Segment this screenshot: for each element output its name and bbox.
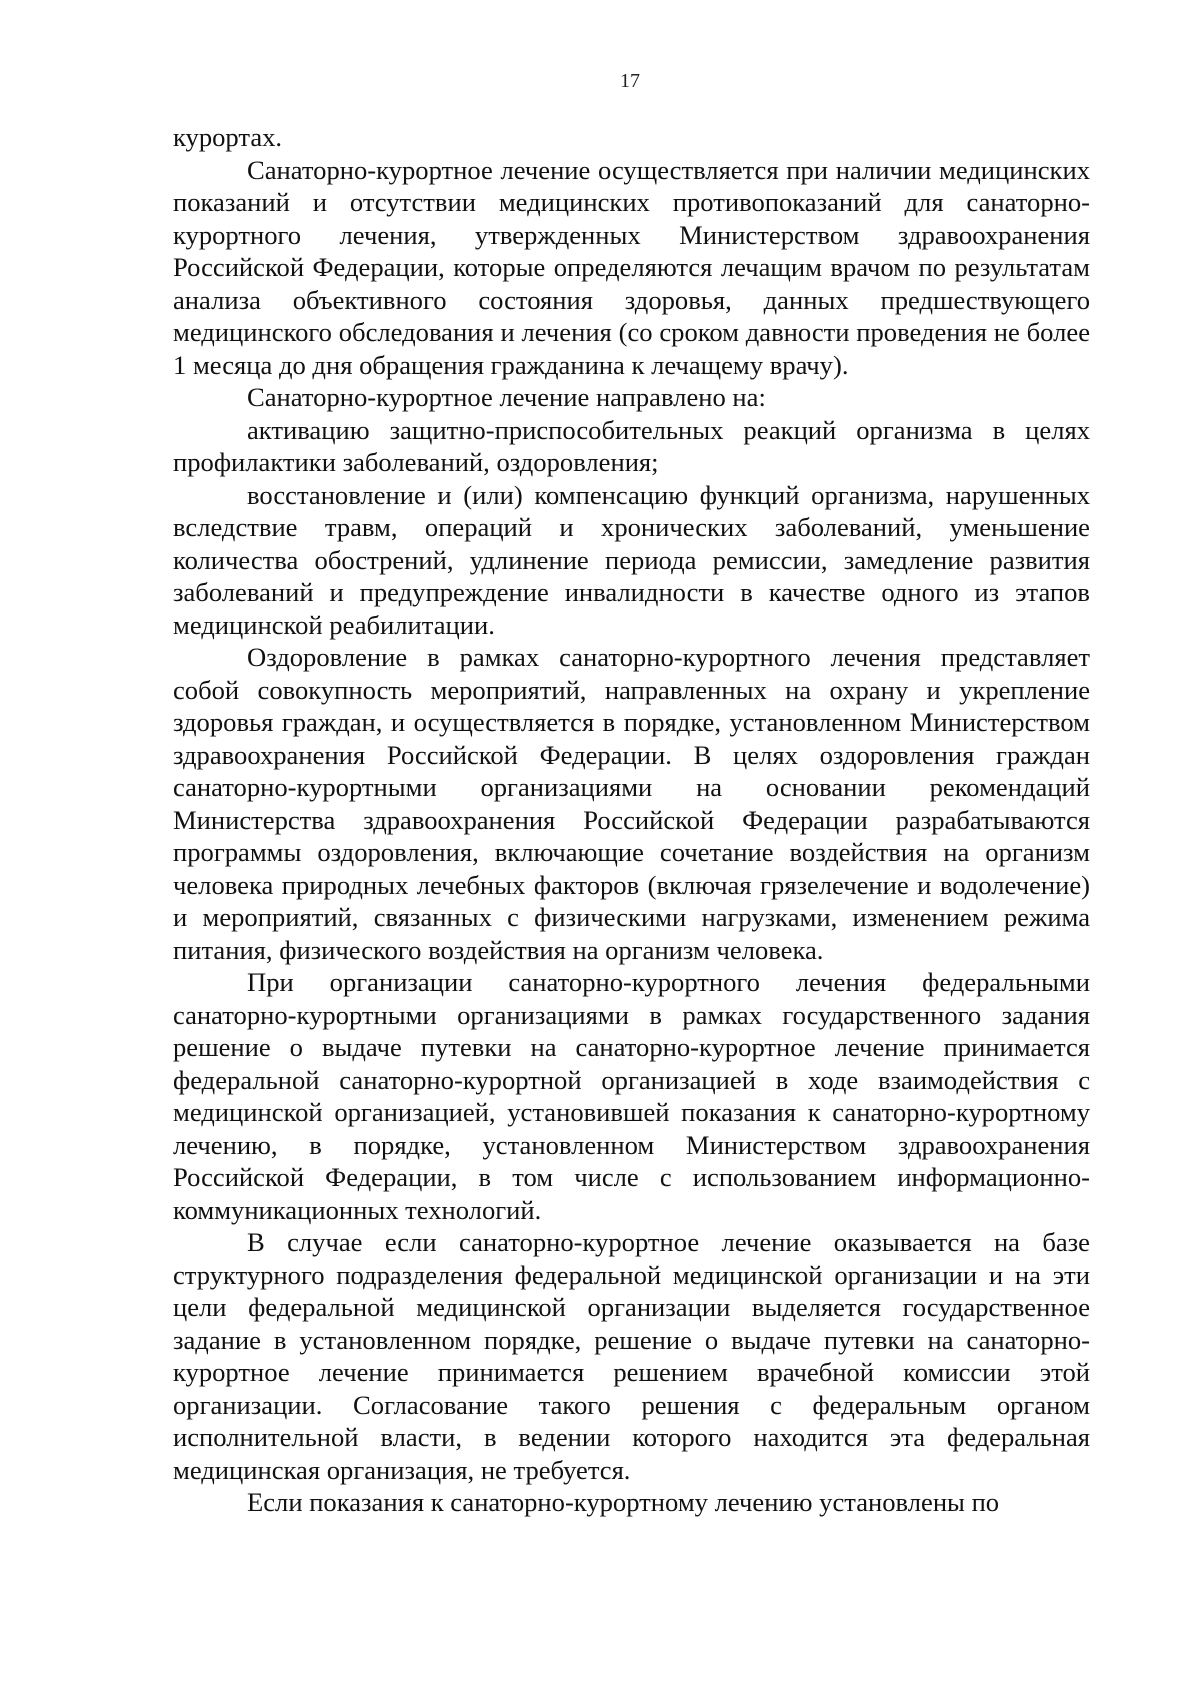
paragraph-continuation: курортах. bbox=[173, 122, 283, 152]
document-body bbox=[173, 121, 1090, 1519]
paragraph-purpose-restoration: восстановление и (или) компенсацию функций организма, нарушенных вследствие травм, операций и хронических заболеваний, уменьшение количества обострений, удлинение периода ремиссии, замедление развития заболеваний и предупреждение инвалидности в качестве одного из этапов медицинской реабилитации. bbox=[173, 479, 1090, 640]
paragraph-indications-continued: Если показания к санаторно-курортному лечению установлены по bbox=[247, 1487, 1000, 1517]
paragraph-federal-organizations: При организации санаторно-курортного лечения федеральными санаторно-курортными организациями в рамках государственного задания решение о выдаче путевки на санаторно-курортное лечение принимается федеральной санаторно-курортной организацией в ходе взаимодействия с медицинской организацией, установившей показания к санаторно-курортному лечению, в порядке, установленном Министерством здравоохранения Российской Федерации, в том числе с использованием информационно-коммуникационных технологий. bbox=[173, 967, 1090, 1225]
page-number: 17 bbox=[620, 70, 640, 92]
paragraph-purpose-activation: активацию защитно-приспособительных реакций организма в целях профилактики заболеваний, оздоровления; bbox=[173, 414, 1090, 477]
paragraph-indications: Санаторно-курортное лечение осуществляется при наличии медицинских показаний и отсутствии медицинских противопоказаний для санаторно-курортного лечения, утвержденных Министерством здравоохранения Российской Федерации, которые определяются лечащим врачом по результатам анализа объективного состояния здоровья, данных предшествующего медицинского обследования и лечения (со сроком давности проведения не более 1 месяца до дня обращения гражданина к лечащему врачу). bbox=[173, 154, 1090, 380]
paragraph-structural-unit: В случае если санаторно-курортное лечение оказывается на базе структурного подразделения федеральной медицинской организации и на эти цели федеральной медицинской организации выделяется государственное задание в установленном порядке, решение о выдаче путевки на санаторно-курортное лечение принимается решением врачебной комиссии этой организации. Согласование такого решения с федеральным органом исполнительной власти, в ведении которого находится эта федеральная медицинская организация, не требуется. bbox=[173, 1227, 1090, 1485]
paragraph-health-improvement: Оздоровление в рамках санаторно-курортного лечения представляет собой совокупность мероприятий, направленных на охрану и укрепление здоровья граждан, и осуществляется в порядке, установленном Министерством здравоохранения Российской Федерации. В целях оздоровления граждан санаторно-курортными организациями на основании рекомендаций Министерства здравоохранения Российской Федерации разрабатываются программы оздоровления, включающие сочетание воздействия на организм человека природных лечебных факторов (включая грязелечение и водолечение) и мероприятий, связанных с физическими нагрузками, изменением режима питания, физического воздействия на организм человека. bbox=[173, 642, 1090, 965]
paragraph-purpose-intro: Санаторно-курортное лечение направлено на: bbox=[247, 382, 766, 412]
